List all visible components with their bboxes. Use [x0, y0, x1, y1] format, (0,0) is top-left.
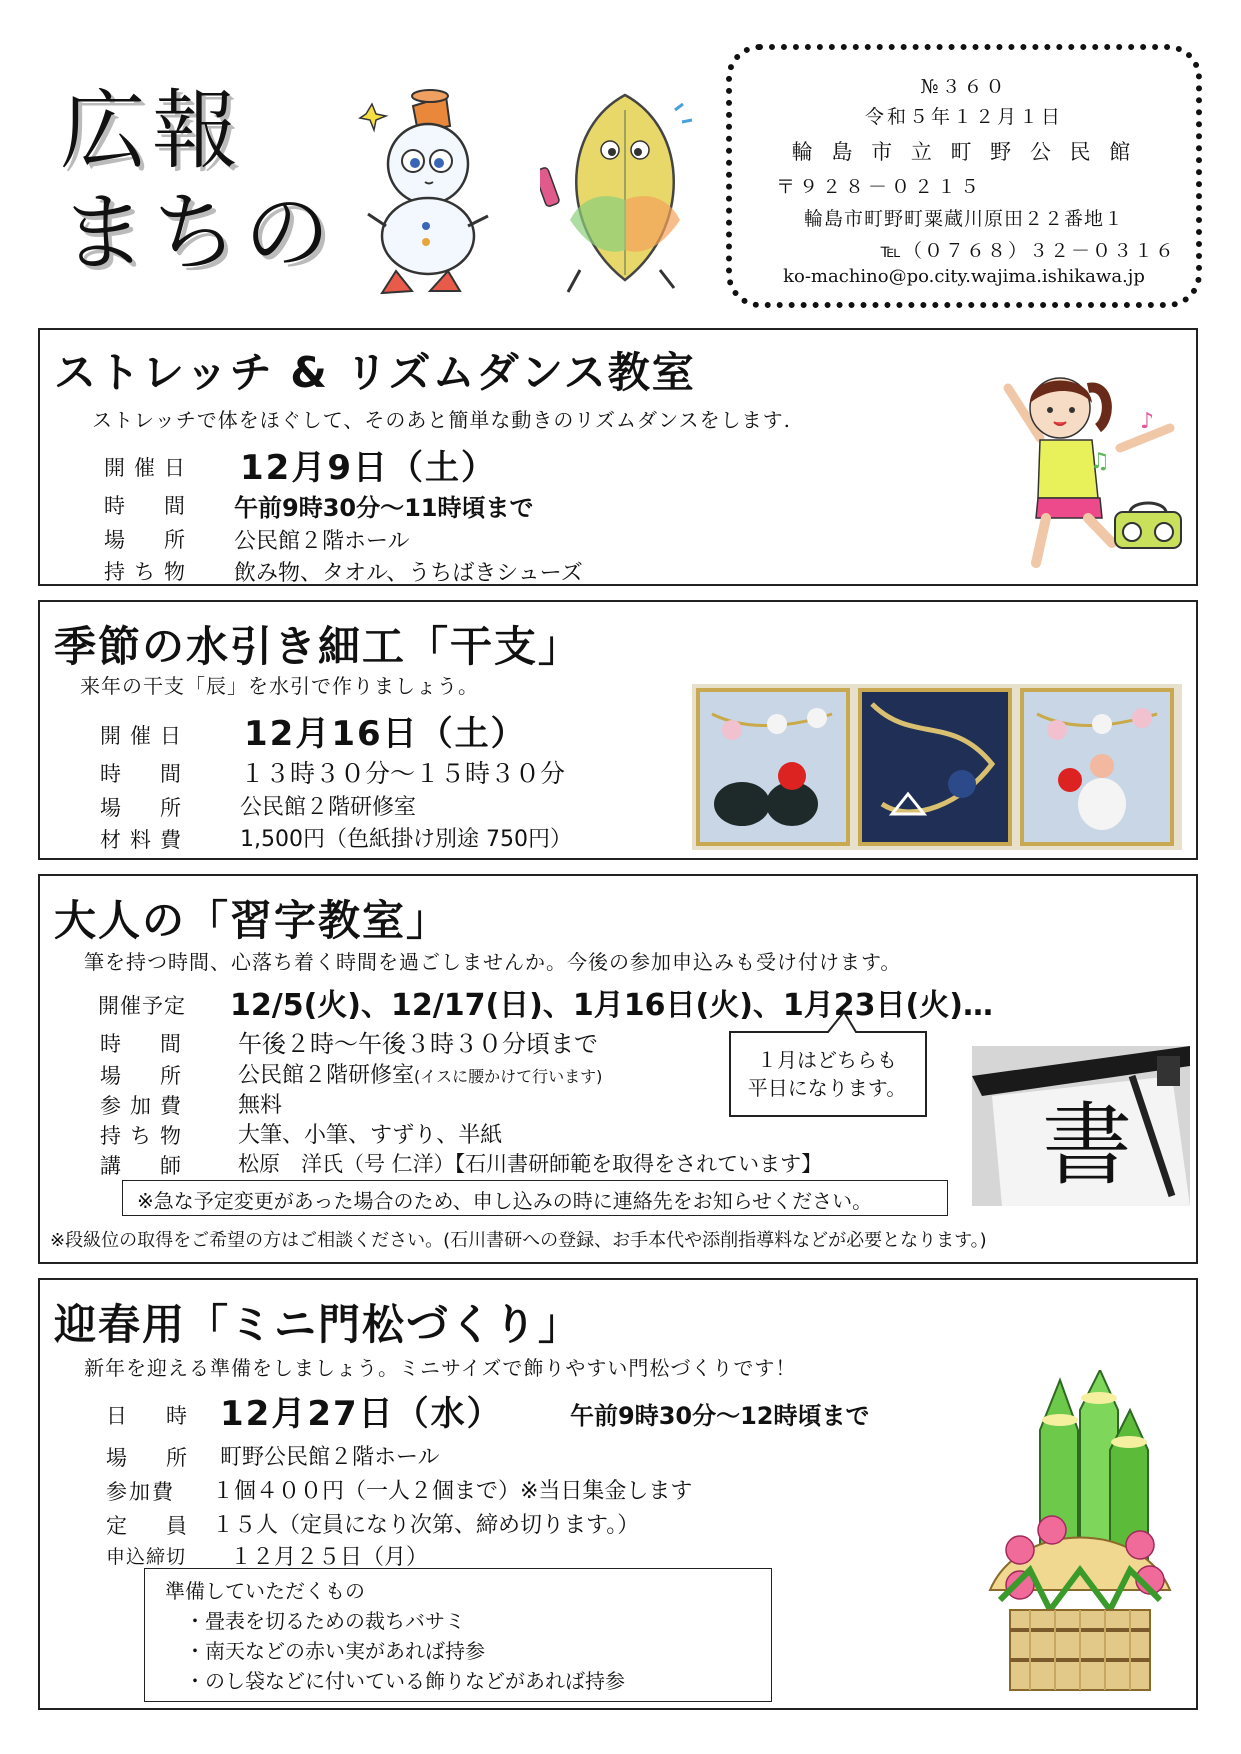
label-fee: 材料費	[100, 828, 190, 852]
label-schedule: 開催予定	[98, 994, 186, 1018]
event-place-main: 公民館２階研修室	[238, 1063, 415, 1088]
event-date: 12月27日（水）	[220, 1394, 503, 1434]
masthead-title-line2: まちの	[60, 183, 336, 283]
event-date: 12月16日（土）	[244, 714, 527, 754]
telephone: ℡（０７６８）３２－０３１６	[880, 240, 1176, 262]
prep-item: ・畳表を切るための裁ちバサミ	[185, 1609, 465, 1633]
postal-code: 〒９２８－０２１５	[776, 176, 984, 198]
event-time: 午前9時30分～12時頃まで	[570, 1402, 870, 1430]
svg-text:書: 書	[1042, 1093, 1132, 1198]
label-teacher: 講 師	[100, 1154, 190, 1178]
masthead-info-box	[726, 44, 1202, 308]
label-time: 時 間	[100, 762, 190, 786]
event-items: 飲み物、タオル、うちばきシューズ	[234, 561, 583, 586]
prep-item: ・のし袋などに付いている飾りなどがあれば持参	[185, 1669, 625, 1693]
event-place: 公民館２階ホール	[234, 529, 410, 554]
event-time: 午後２時～午後３時３０分頃まで	[238, 1030, 598, 1058]
section-intro: 筆を持つ時間、心落ち着く時間を過ごしませんか。今後の参加申込みも受け付けます。	[84, 950, 902, 974]
publisher-name: 輪 島 市 立 町 野 公 民 館	[791, 140, 1137, 164]
event-schedule: 12/5(火)、12/17(日)、1月16日(火)、1月23日(火)…	[230, 988, 993, 1023]
event-fee: １個４００円（一人２個まで）※当日集金します	[212, 1479, 693, 1504]
bubble-line2: 平日になります。	[747, 1076, 907, 1100]
prep-box	[144, 1568, 772, 1702]
event-deadline: １２月２５日（月）	[230, 1545, 429, 1570]
svg-text:♪: ♪	[1140, 409, 1155, 434]
section-kadomatsu	[38, 1278, 1198, 1710]
section-title: ストレッチ & リズムダンス教室	[54, 348, 696, 397]
label-date: 日 時	[106, 1404, 196, 1428]
event-teacher: 松原 洋氏（号 仁洋）【石川書研師範を取得をされています】	[238, 1152, 823, 1176]
event-fee: 1,500円（色紙掛け別途 750円）	[240, 827, 572, 852]
prep-title: 準備していただくもの	[165, 1579, 365, 1603]
label-items: 持ち物	[100, 1124, 190, 1148]
section-stretch	[38, 328, 1198, 586]
event-place: 公民館２階研修室	[240, 795, 417, 820]
notice-text: ※急な予定変更があった場合のため、申し込みの時に連絡先をお知らせください。	[137, 1189, 873, 1213]
label-time: 時 間	[104, 494, 194, 518]
label-time: 時 間	[100, 1032, 190, 1056]
label-date: 開催日	[100, 724, 190, 748]
label-capacity: 定 員	[106, 1514, 196, 1538]
event-fee: 無料	[238, 1093, 283, 1118]
section-intro: 新年を迎える準備をしましょう。ミニサイズで飾りやすい門松づくりです！	[84, 1356, 797, 1380]
snowman-mascot-icon	[358, 86, 500, 301]
event-items: 大筆、小筆、すずり、半紙	[238, 1123, 503, 1148]
footnote-text: ※段級位の取得をご希望の方はご相談ください。(石川書研への登録、お手本代や添削指導料などが必要となります。)	[50, 1230, 987, 1251]
label-deadline: 申込締切	[106, 1546, 187, 1568]
label-place: 場 所	[104, 528, 194, 552]
label-items: 持ち物	[104, 560, 194, 584]
notice-box	[122, 1180, 948, 1216]
label-fee: 参加費	[100, 1094, 190, 1118]
section-mizuhiki	[38, 600, 1198, 860]
section-title: 迎春用「ミニ門松づくり」	[54, 1300, 583, 1349]
section-title: 大人の「習字教室」	[54, 896, 451, 945]
event-time: 午前9時30分～11時頃まで	[234, 494, 534, 522]
label-place: 場 所	[100, 796, 190, 820]
prep-item: ・南天などの赤い実があれば持参	[185, 1639, 485, 1663]
event-place-note: (イスに腰かけて行います)	[414, 1067, 603, 1086]
label-place: 場 所	[106, 1446, 196, 1470]
radio-icon	[1112, 498, 1184, 552]
event-date: 12月9日（土）	[240, 448, 497, 488]
address: 輪島市町野町粟蔵川原田２２番地１	[803, 208, 1124, 230]
event-place: 町野公民館２階ホール	[220, 1445, 440, 1470]
label-place: 場 所	[100, 1064, 190, 1088]
email-address: ko-machino@po.city.wajima.ishikawa.jp	[783, 266, 1145, 287]
bubble-line1: １月はどちらも	[757, 1048, 897, 1072]
event-time: １３時３０分～１５時３０分	[240, 759, 566, 788]
issue-date: 令和５年１２月１日	[864, 106, 1063, 128]
section-shuji	[38, 874, 1198, 1264]
section-title: 季節の水引き細工「干支」	[54, 622, 583, 671]
section-intro: 来年の干支「辰」を水引で作りましょう。	[80, 674, 479, 698]
event-place	[238, 1058, 602, 1089]
section-intro: ストレッチで体をほぐして、そのあと簡単な動きのリズムダンスをします.	[92, 408, 791, 432]
label-fee: 参加費	[106, 1480, 175, 1504]
masthead-title-line1: 広報	[60, 81, 244, 181]
leaf-mascot-icon	[540, 90, 710, 300]
calligraphy-photo	[972, 1046, 1190, 1206]
label-date: 開催日	[104, 456, 194, 480]
kadomatsu-icon	[980, 1370, 1180, 1704]
issue-number: №３６０	[920, 76, 1008, 98]
svg-text:♫: ♫	[1090, 449, 1110, 474]
event-capacity: １５人（定員になり次第、締め切ります。）	[212, 1513, 640, 1538]
mizuhiki-photo	[692, 684, 1182, 850]
